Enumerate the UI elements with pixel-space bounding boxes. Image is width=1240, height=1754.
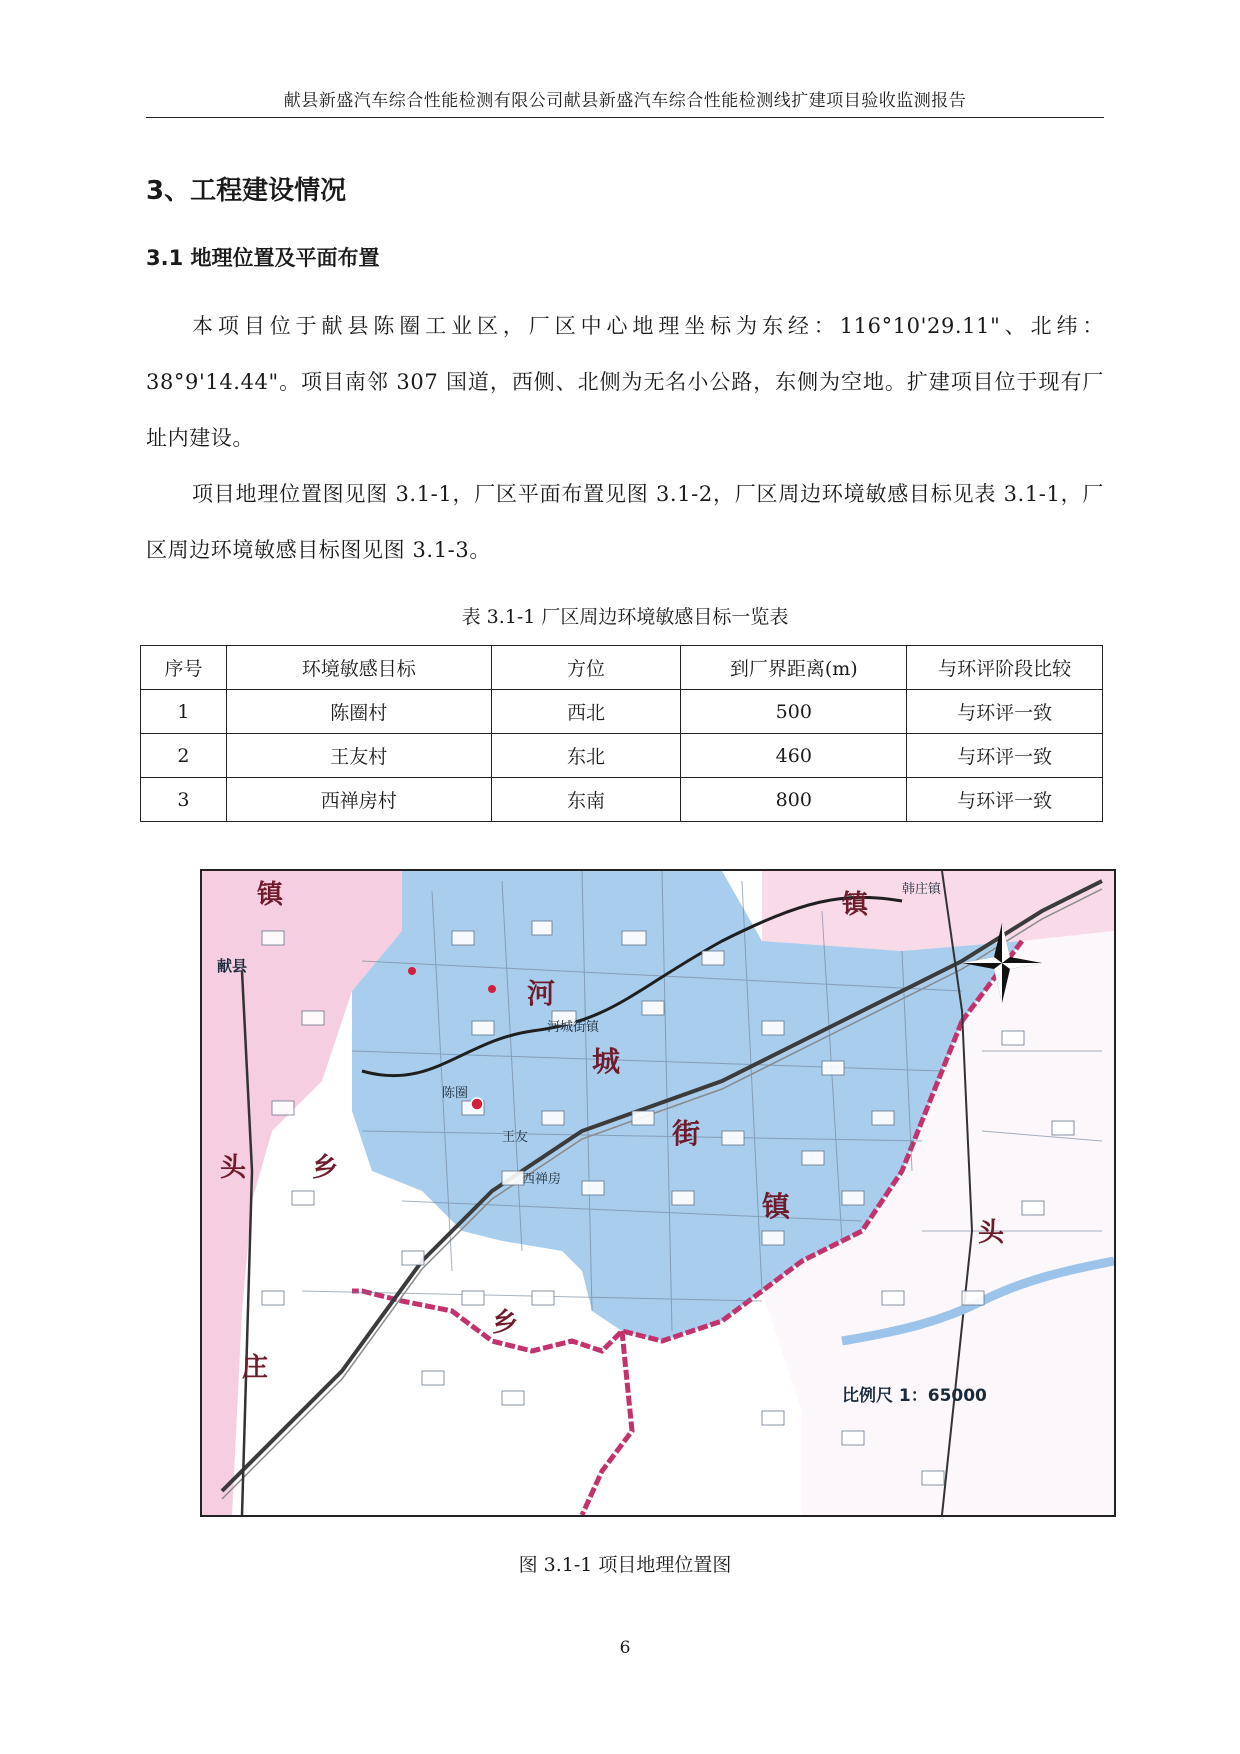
page-number: 6 (619, 1638, 631, 1658)
header-rule (146, 117, 1104, 118)
figure-caption: 图 3.1-1 项目地理位置图 (518, 1554, 732, 1576)
table-cell: 西北 (491, 690, 681, 734)
paragraph-location: 本项目位于献县陈圈工业区，厂区中心地理坐标为东经：116°10'29.11"、北纬：38°9'14.44"。项目南邻 307 国道，西侧、北侧为无名小公路，东侧为空地。扩建项目位于现有厂址内建设。 (146, 314, 1104, 450)
section-heading: 3、工程建设情况 (146, 176, 347, 206)
map-label-he: 河 (527, 977, 556, 1010)
table-cell: 与环评一致 (907, 734, 1103, 778)
map-label-town-ne: 镇 (842, 890, 869, 920)
table-cell: 与环评一致 (907, 690, 1103, 734)
map-label-xiang-west: 乡 (312, 1153, 339, 1183)
table-header-cell: 序号 (141, 646, 227, 690)
table-cell: 王友村 (226, 734, 491, 778)
map-label-tou-west: 头 (220, 1153, 247, 1183)
map-scale-label: 比例尺 1：65000 (842, 1386, 987, 1406)
map-label-hecheng: 河城街镇 (547, 1020, 600, 1035)
village-marker (408, 967, 416, 975)
map-label-xichanfang: 西禅房 (522, 1172, 562, 1187)
table-cell: 东北 (491, 734, 681, 778)
location-map (200, 869, 1116, 1517)
table-cell: 800 (681, 778, 907, 822)
map-label-jie: 街 (672, 1117, 701, 1150)
page-header: 献县新盛汽车综合性能检测有限公司献县新盛汽车综合性能检测线扩建项目验收监测报告 (283, 91, 967, 111)
map-label-county: 献县 (217, 957, 248, 975)
table-row (141, 734, 1103, 778)
table-caption: 表 3.1-1 厂区周边环境敏感目标一览表 (461, 606, 789, 628)
subsection-heading: 3.1 地理位置及平面布置 (146, 246, 380, 270)
table-header-row (141, 646, 1103, 690)
sensitive-targets-table (140, 645, 1103, 822)
table-cell: 460 (681, 734, 907, 778)
table-cell: 与环评一致 (907, 778, 1103, 822)
map-label-xiang-south: 乡 (492, 1308, 519, 1338)
map-label-cheng: 城 (592, 1045, 621, 1078)
table-header-cell: 与环评阶段比较 (907, 646, 1103, 690)
table-cell: 西禅房村 (226, 778, 491, 822)
table-cell: 500 (681, 690, 907, 734)
project-site-marker (471, 1098, 483, 1110)
map-label-tou-east: 头 (978, 1218, 1005, 1248)
map-label-zhen: 镇 (762, 1190, 791, 1223)
table-row (141, 778, 1103, 822)
table-cell: 1 (141, 690, 227, 734)
table-cell: 东南 (491, 778, 681, 822)
table-header-cell: 方位 (491, 646, 681, 690)
table-cell: 2 (141, 734, 227, 778)
table-header-cell: 到厂界距离(m) (681, 646, 907, 690)
map-label-chenquan: 陈圈 (442, 1086, 469, 1101)
map-label-hanzhuang: 韩庄镇 (902, 882, 942, 897)
table-cell: 3 (141, 778, 227, 822)
table-row (141, 690, 1103, 734)
paragraph-figure-refs: 项目地理位置图见图 3.1-1，厂区平面布置见图 3.1-2，厂区周边环境敏感目标见表 3.1-1，厂区周边环境敏感目标图见图 3.1-3。 (146, 482, 1104, 562)
map-label-town-nw: 镇 (257, 880, 284, 910)
map-label-wangyou: 王友 (502, 1130, 529, 1145)
table-header-cell: 环境敏感目标 (226, 646, 491, 690)
table-cell: 陈圈村 (226, 690, 491, 734)
map-label-zhuang: 庄 (242, 1353, 269, 1383)
village-marker (488, 985, 496, 993)
